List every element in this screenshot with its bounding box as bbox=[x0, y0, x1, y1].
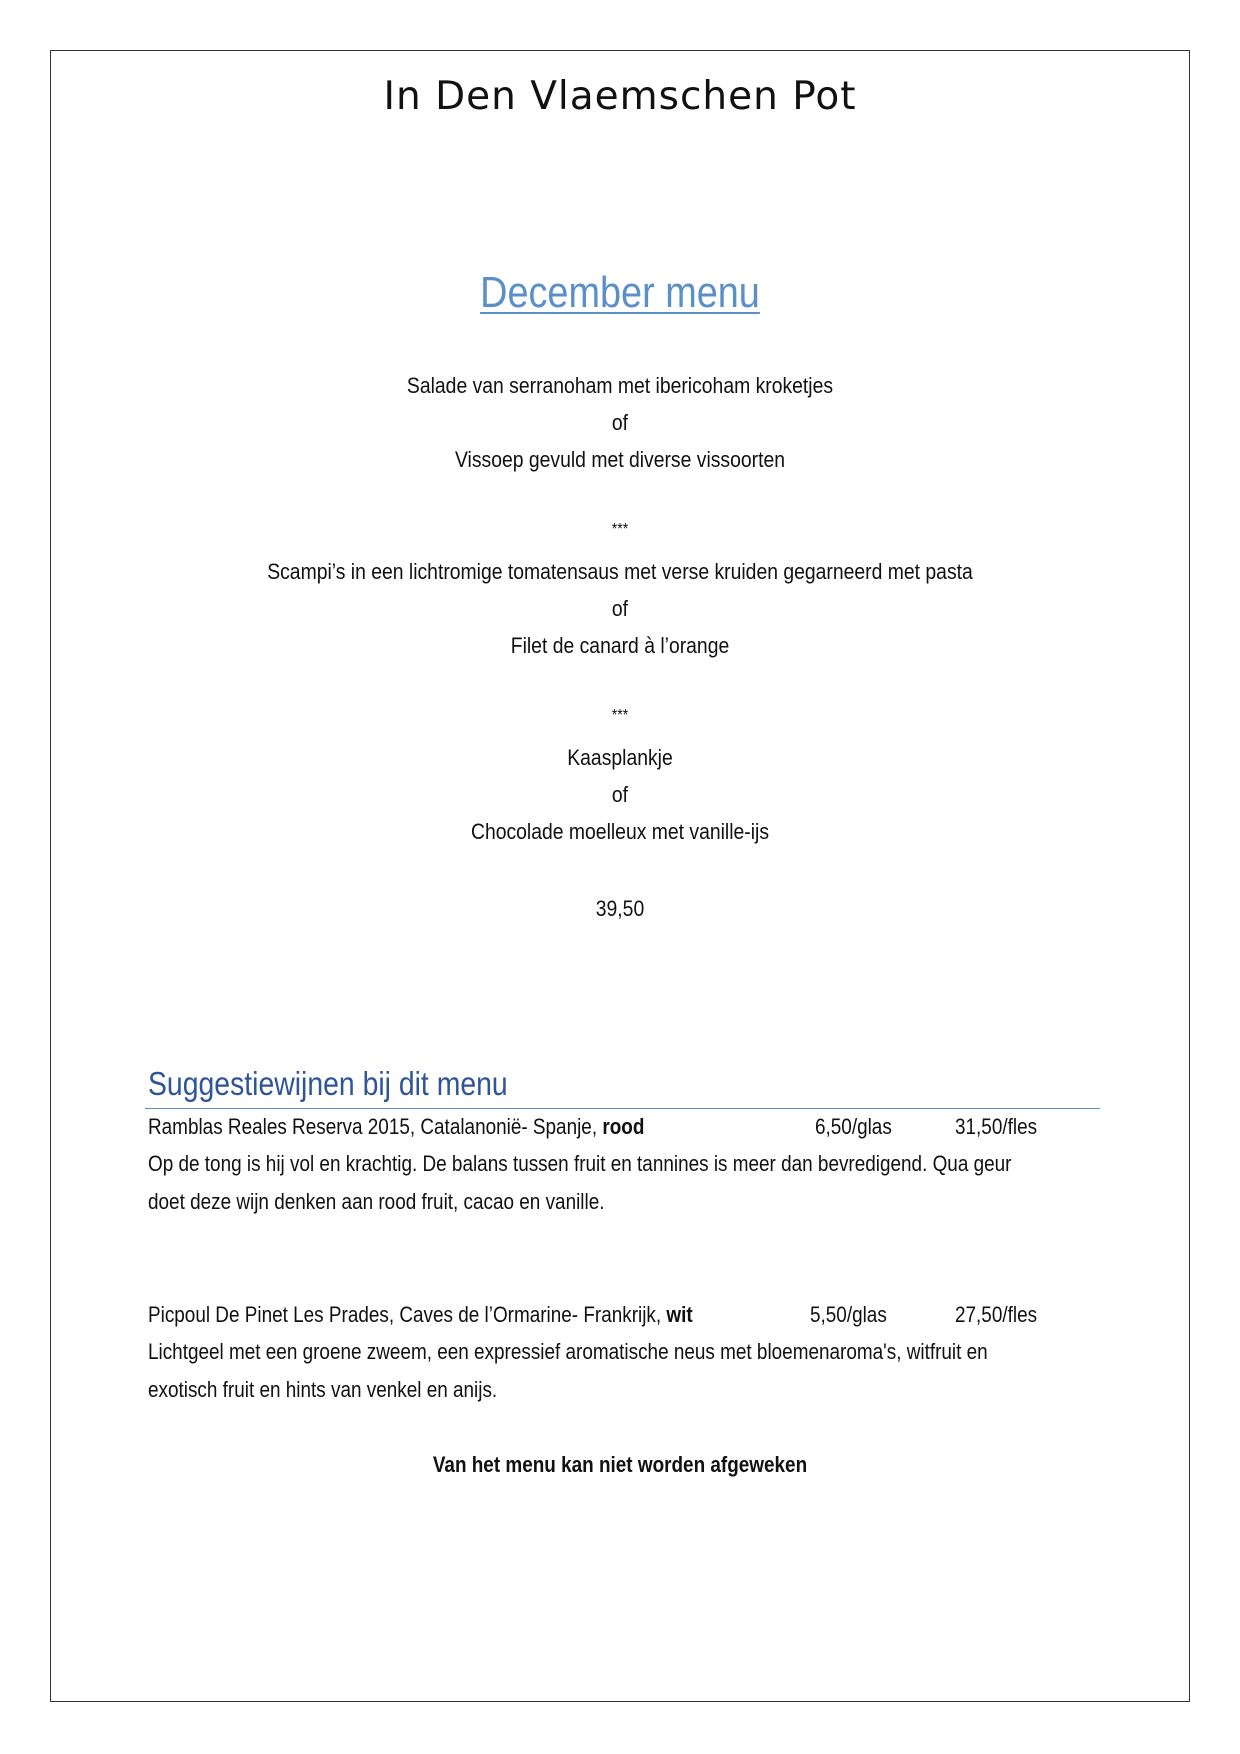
starter-option-1: Salade van serranoham met ibericoham kroketjes bbox=[406, 373, 834, 398]
starter-option-2: Vissoep gevuld met diverse vissoorten bbox=[454, 447, 785, 472]
menu-price: 39,50 bbox=[595, 896, 645, 921]
wine-1-description-line-1: Op de tong is hij vol en krachtig. De balans tussen fruit en tannines is meer dan bevredigend. Qua geur bbox=[148, 1151, 1012, 1176]
main-option-2: Filet de canard à l’orange bbox=[510, 633, 730, 658]
menu-title: December menu bbox=[480, 268, 760, 317]
wine-1-price-glass: 6,50/glas bbox=[815, 1114, 892, 1139]
dessert-or: of bbox=[611, 782, 629, 807]
dessert-option-2: Chocolade moelleux met vanille-ijs bbox=[470, 819, 770, 844]
wine-2-title bbox=[148, 1302, 693, 1328]
wine-1-price-bottle: 31,50/fles bbox=[955, 1114, 1038, 1139]
wine-1-color: rood bbox=[602, 1114, 645, 1139]
wine-2-color: wit bbox=[666, 1302, 693, 1327]
wine-2-description-line-2: exotisch fruit en hints van venkel en anijs. bbox=[148, 1377, 498, 1402]
wine-1-name: Ramblas Reales Reserva 2015, Catalanonië- Spanje, bbox=[148, 1114, 603, 1139]
footer-note: Van het menu kan niet worden afgeweken bbox=[432, 1452, 808, 1477]
dessert-option-1: Kaasplankje bbox=[567, 745, 673, 770]
main-or: of bbox=[611, 596, 629, 621]
wine-1-title bbox=[148, 1114, 644, 1140]
course-separator: *** bbox=[611, 707, 629, 724]
restaurant-name: In Den Vlaemschen Pot bbox=[383, 74, 857, 119]
wine-2-price-bottle: 27,50/fles bbox=[955, 1302, 1038, 1327]
wine-2-description-line-1: Lichtgeel met een groene zweem, een expressief aromatische neus met bloemenaroma's, witfruit en bbox=[148, 1339, 988, 1364]
wine-heading: Suggestiewijnen bij dit menu bbox=[148, 1065, 508, 1102]
starter-or: of bbox=[611, 410, 629, 435]
heading-rule bbox=[145, 1108, 1100, 1109]
wine-2-name: Picpoul De Pinet Les Prades, Caves de l’Ormarine- Frankrijk, bbox=[148, 1302, 667, 1327]
wine-2-price-glass: 5,50/glas bbox=[810, 1302, 887, 1327]
course-separator: *** bbox=[611, 521, 629, 538]
main-option-1: Scampi’s in een lichtromige tomatensaus met verse kruiden gegarneerd met pasta bbox=[267, 559, 973, 584]
wine-1-description-line-2: doet deze wijn denken aan rood fruit, cacao en vanille. bbox=[148, 1189, 605, 1214]
